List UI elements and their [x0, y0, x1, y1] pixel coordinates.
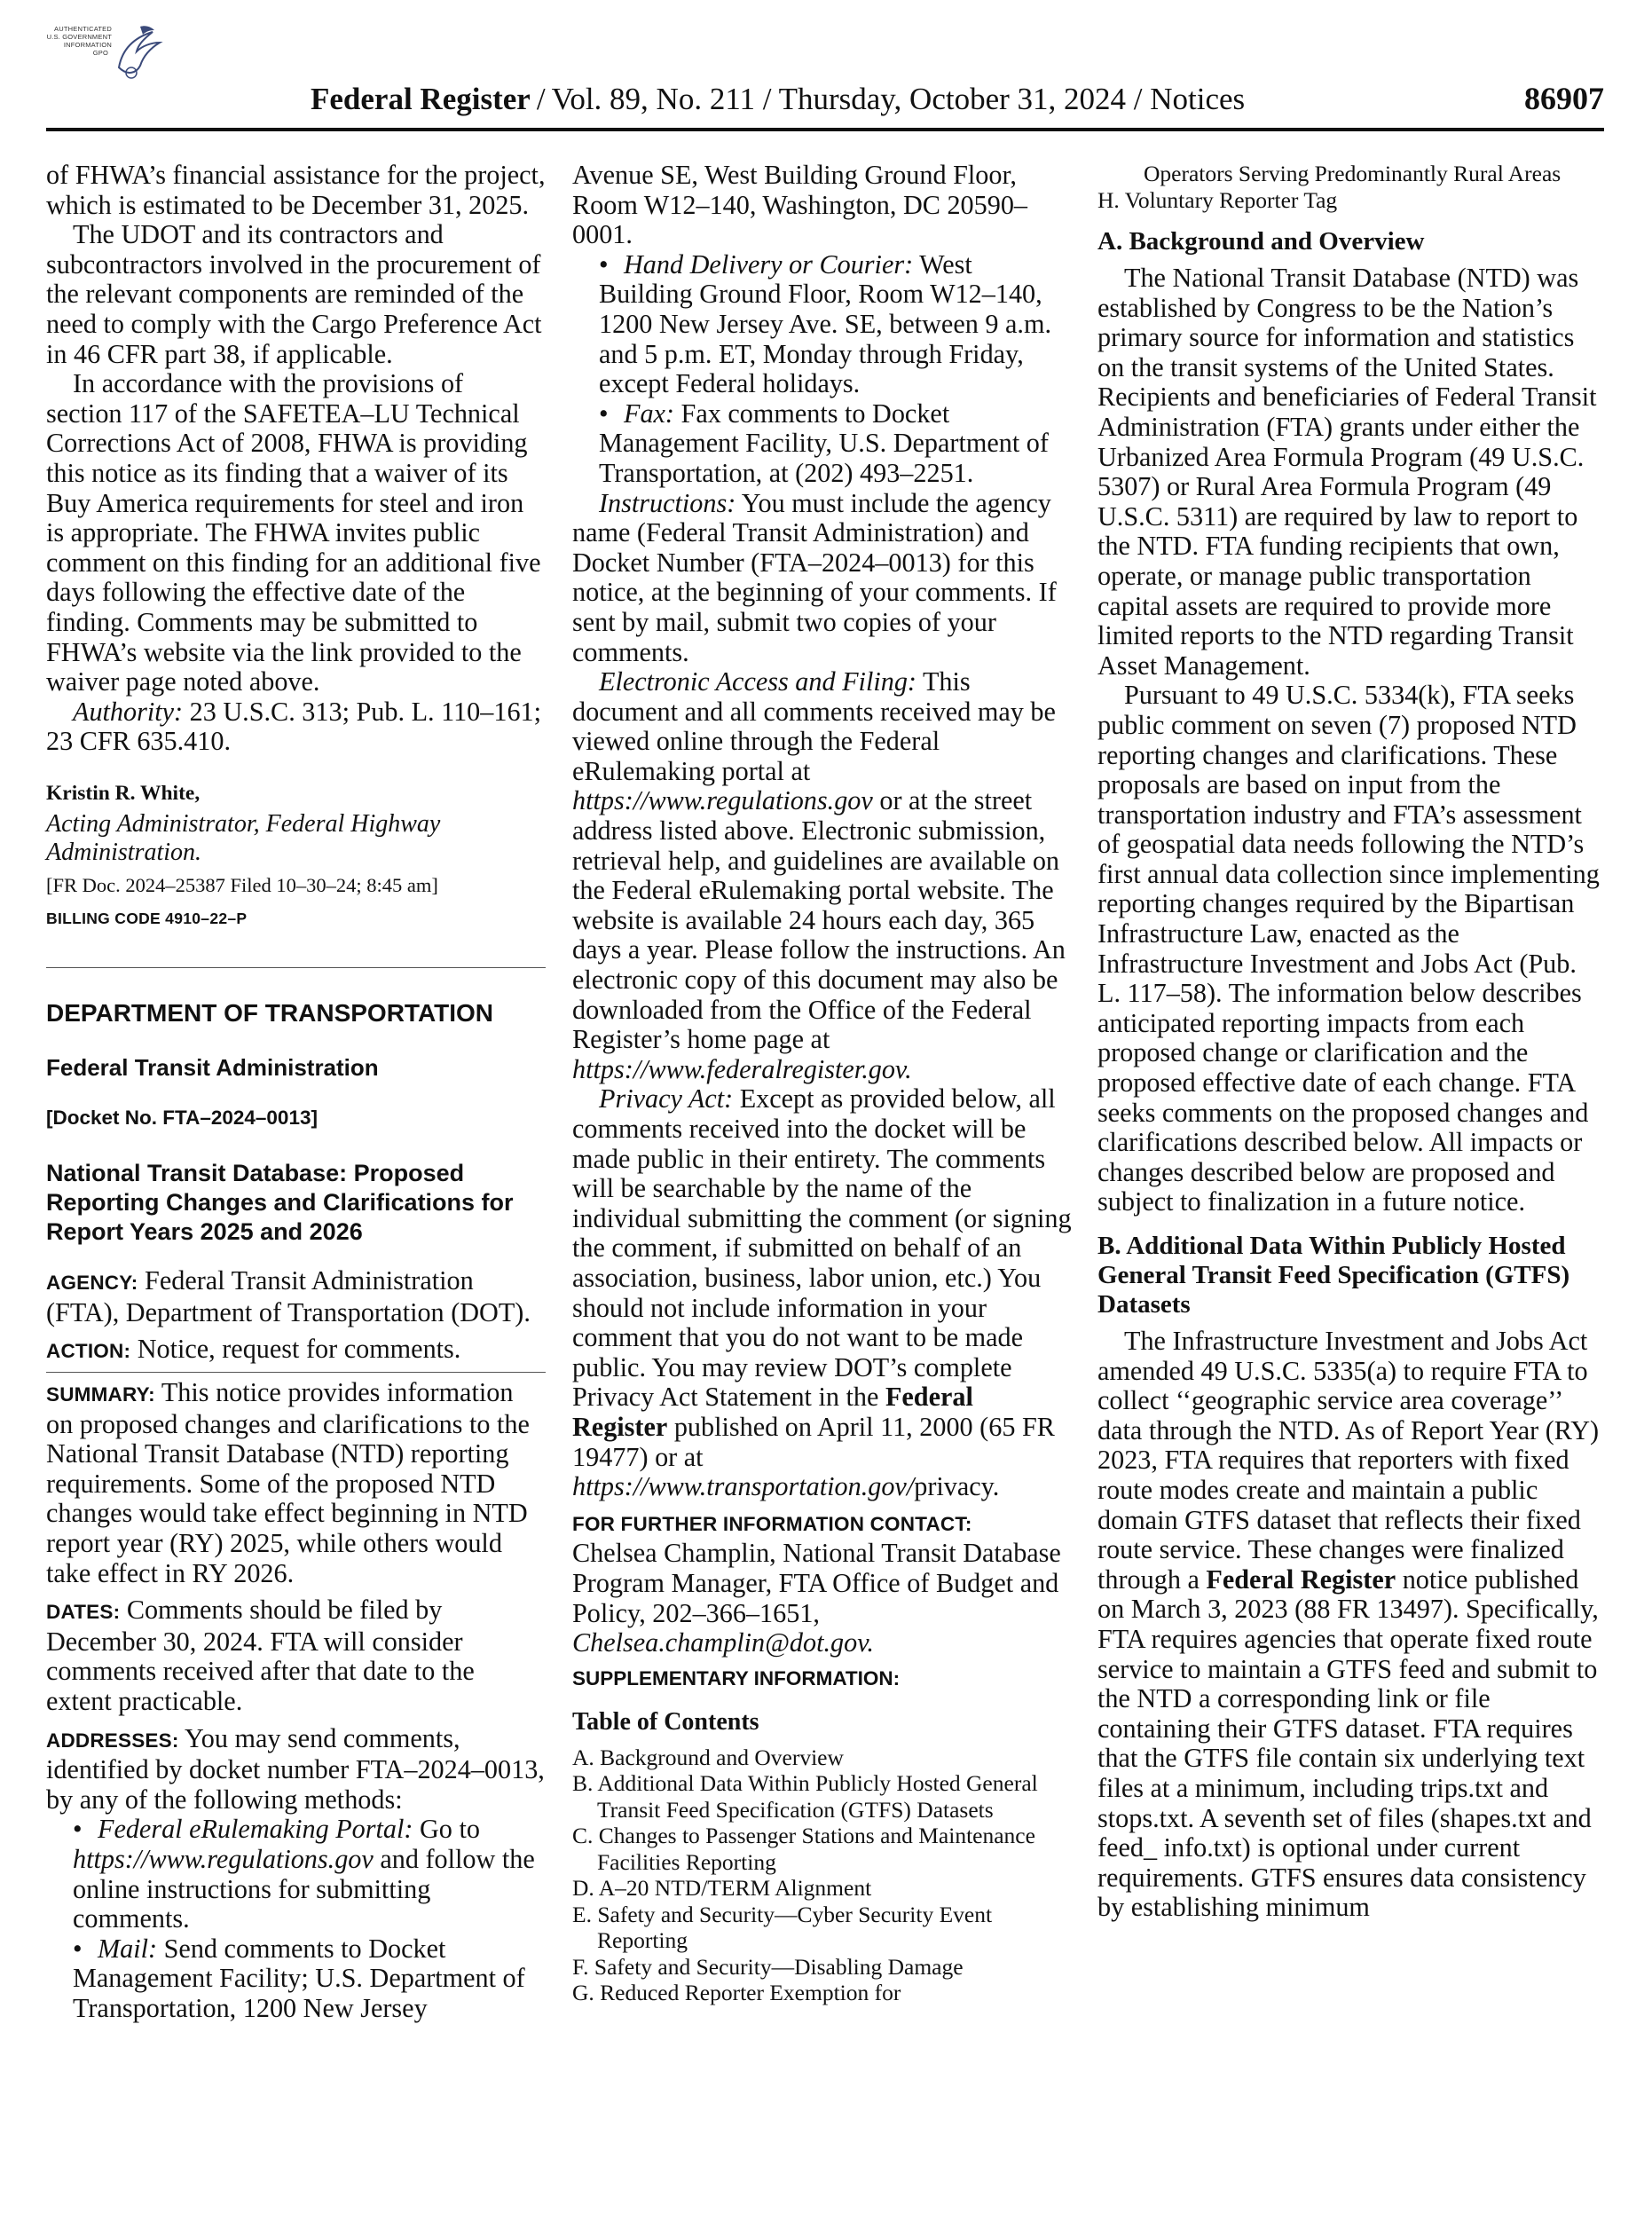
instructions-label: Instructions:: [599, 487, 736, 518]
privacy-text: published on April 11, 2000 (65 FR 19477) or at: [572, 1411, 1055, 1472]
dates-text: Comments should be filed by December 30, 2024. FTA will consider comments received after that date to the extent practicable.: [46, 1595, 475, 1716]
privacy-paragraph: [572, 1084, 1072, 1501]
section-divider: [46, 967, 546, 968]
column-3: [1097, 161, 1604, 1923]
bullet-text: Fax comments to Docket Management Facility, U.S. Department of Transportation, at (202) 493–2251.: [599, 398, 1049, 488]
dates-paragraph: [46, 1595, 546, 1716]
bullet-text: Send comments to Docket Management Facility; U.S. Department of Transportation, 1200 New Jersey: [73, 1933, 525, 2023]
summary-text: This notice provides information on proposed changes and clarifications to the National Transit Database (NTD) reporting requirements. Some of the proposed NTD changes would take effect beginning in NTD report year (RY) 2025, while others would take effect in RY 2026.: [46, 1377, 530, 1588]
toc-item: B. Additional Data Within Publicly Hosted General Transit Feed Specification (GTFS) Datasets: [572, 1770, 1038, 1823]
billing-code: BILLING CODE 4910–22–P: [46, 909, 248, 927]
toc-item: F. Safety and Security—Disabling Damage: [572, 1953, 964, 1980]
signer-title: Acting Administrator, Federal Highway Administration.: [46, 809, 441, 866]
bullet-icon: •: [599, 398, 609, 429]
bullet-item: [572, 399, 1072, 489]
bullet-item: [46, 1815, 546, 1934]
toc-title: Table of Contents: [572, 1708, 759, 1737]
bullet-label: Hand Delivery or Courier:: [624, 248, 914, 280]
privacy-text: Except as provided below, all comments received into the docket will be made public in their entirety. The comments will be searchable by the name of the individual submitting the comment (or signing the comment, if submitted on behalf of an association, business, labor union, etc.) You should not include information in your comment that you do not want to be made public. You may review DOT’s complete Privacy Act Statement in the: [572, 1083, 1072, 1413]
agency-label: AGENCY:: [46, 1272, 138, 1295]
paragraph: The National Transit Database (NTD) was established by Congress to be the Nation’s primary source for information and statistics on the transit systems of the United States. Recipients and beneficiaries of Federal Transit Administration (FTA) grants under either the Urbanized Area Formula Program (49 U.S.C. 5307) or Rural Area Formula Program (49 U.S.C. 5311) are required by law to report to the NTD. FTA funding recipients that own, operate, or manage public transportation capital assets are required to provide more limited reports to the NTD regarding Transit Asset Management.: [1097, 263, 1597, 681]
toc-item: D. A–20 NTD/TERM Alignment: [572, 1875, 872, 1902]
instructions-text: You must include the agency name (Federal Transit Administration) and Docket Number (FTA–2024–0013) for this notice, at the beginning of your comments. If sent by mail, submit two copies of your comments.: [572, 487, 1057, 667]
agency-paragraph: [46, 1266, 546, 1327]
paragraph-text: The Infrastructure Investment and Jobs Act amended 49 U.S.C. 5335(a) to require FTA to collect ‘‘geographic service area coverage’’ data through the NTD. As of Report Year (RY) 2023, FTA requires that reporters with fixed route modes create and maintain a public domain GTFS dataset that reflects their fixed route service. These changes were finalized through a: [1097, 1326, 1600, 1595]
bullet-icon: •: [599, 248, 609, 280]
electronic-access-label: Electronic Access and Filing:: [599, 666, 916, 697]
contact-paragraph: [572, 1539, 1072, 1658]
bullet-icon: •: [73, 1933, 83, 1964]
department-heading: DEPARTMENT OF TRANSPORTATION: [46, 999, 493, 1028]
agency-text: Federal Transit Administration (FTA), Department of Transportation (DOT).: [46, 1265, 531, 1327]
header-rule: [46, 128, 1604, 131]
column-1: [46, 161, 546, 2024]
summary-paragraph: [46, 1378, 546, 1588]
seal-line-2: U.S. GOVERNMENT: [46, 33, 112, 41]
toc-item: G. Reduced Reporter Exemption for: [572, 1980, 901, 2006]
regulations-link[interactable]: https://www.regulations.gov: [572, 785, 873, 816]
seal-line-1: AUTHENTICATED: [54, 25, 112, 33]
column-2: [572, 161, 1072, 2006]
contact-text: Chelsea Champlin, National Transit Database Program Manager, FTA Office of Budget and Policy, 202–366–1651,: [572, 1538, 1061, 1628]
addresses-paragraph: [46, 1724, 546, 1815]
bullet-text: and follow the online instructions for submitting comments.: [73, 1843, 535, 1934]
seal-text: [35, 25, 112, 57]
bullet-text: West Building Ground Floor, Room W12–140, 1200 New Jersey Ave. SE, between 9 a.m. and 5 p.m. ET, Monday through Friday, except Federal holidays.: [599, 248, 1051, 399]
toc-item: C. Changes to Passenger Stations and Maintenance Facilities Reporting: [572, 1823, 1035, 1875]
paragraph: The UDOT and its contractors and subcontractors involved in the procurement of the relevant components are reminded of the need to comply with the Cargo Preference Act in 46 CFR part 38, if applicable.: [46, 219, 542, 369]
contact-label: FOR FURTHER INFORMATION CONTACT:: [572, 1512, 972, 1535]
electronic-access-text: This document and all comments received may be viewed online through the Federal eRulemaking portal at: [572, 666, 1056, 786]
header-publication: Federal Register: [311, 82, 531, 116]
toc-list: [572, 1745, 1072, 2006]
contact-email-link[interactable]: Chelsea.champlin@dot.gov.: [572, 1627, 874, 1658]
signer-name: Kristin R. White,: [46, 781, 201, 805]
authority-label: Authority:: [73, 696, 184, 727]
paragraph-bold: Federal Register: [1206, 1563, 1396, 1595]
header-details: Vol. 89, No. 211 / Thursday, October 31, 2024 / Notices: [551, 82, 1246, 116]
instructions-paragraph: [572, 489, 1072, 668]
bullet-label: Federal eRulemaking Portal:: [98, 1814, 413, 1845]
toc-item: H. Voluntary Reporter Tag: [1097, 186, 1338, 213]
privacy-bold: Federal Register: [572, 1382, 973, 1442]
running-header: [46, 78, 1604, 122]
addresses-label: ADDRESSES:: [46, 1729, 179, 1752]
gpo-authentication-seal: [35, 20, 169, 87]
electronic-access-paragraph: [572, 667, 1072, 1084]
authority-text: 23 U.S.C. 313; Pub. L. 110–161; 23 CFR 635.410.: [46, 696, 542, 757]
header-citation: Federal Register / Vol. 89, No. 211 / Thursday, October 31, 2024 / Notices: [311, 82, 1246, 116]
paragraph: [1097, 1327, 1604, 1923]
privacy-label: Privacy Act:: [599, 1083, 734, 1114]
seal-line-4: GPO: [92, 49, 108, 57]
paragraph: In accordance with the provisions of section 117 of the SAFETEA–LU Technical Corrections Act of 2008, FHWA is providing this notice as its finding that a waiver of its Buy America requirements for steel and iron is appropriate. The FHWA invites public comment on this finding for an additional five days following the effective date of the finding. Comments may be submitted to FHWA’s website via the link provided to the waiver page noted above.: [46, 368, 541, 697]
paragraph-text: notice published on March 3, 2023 (88 FR 13497). Specifically, FTA requires agencies that operate fixed route service to maintain a GTFS feed and submit to the NTD a corresponding link or file containing their GTFS dataset. FTA requires that the GTFS file contain six underlying text files at a minimum, including trips.txt and stops.txt. A seventh set of files (shapes.txt and feed_ info.txt) is optional under current requirements. GTFS ensures data consistency by establishing minimum: [1097, 1563, 1599, 1923]
privacy-tail: privacy.: [914, 1471, 1000, 1502]
action-label: ACTION:: [46, 1340, 131, 1363]
page-number: 86907: [1524, 81, 1604, 116]
action-paragraph: [46, 1335, 546, 1367]
agency-heading: Federal Transit Administration: [46, 1054, 379, 1082]
fr-doc-line: [FR Doc. 2024–25387 Filed 10–30–24; 8:45 am]: [46, 873, 438, 896]
regulations-link[interactable]: https://www.regulations.gov: [73, 1843, 374, 1874]
section-divider: [46, 1372, 546, 1373]
bullet-icon: •: [73, 1814, 83, 1845]
paragraph: of FHWA’s financial assistance for the project, which is estimated to be December 31, 2025.: [46, 160, 546, 220]
toc-item-continued: Operators Serving Predominantly Rural Areas: [1144, 161, 1562, 186]
toc-item: A. Background and Overview: [572, 1744, 844, 1770]
section-heading-a: A. Background and Overview: [1097, 227, 1425, 256]
dates-label: DATES:: [46, 1601, 121, 1624]
authority-paragraph: [46, 697, 546, 757]
notice-title: National Transit Database: Proposed Reporting Changes and Clarifications for Report Years 2025 and 2026: [46, 1160, 514, 1246]
section-heading-b: B. Additional Data Within Publicly Hosted General Transit Feed Specification (GTFS) Datasets: [1097, 1232, 1570, 1319]
action-text: Notice, request for comments.: [137, 1334, 461, 1365]
supplementary-label: SUPPLEMENTARY INFORMATION:: [572, 1666, 901, 1689]
transportation-link[interactable]: https://www.transportation.gov/: [572, 1471, 915, 1502]
paragraph: Avenue SE, West Building Ground Floor, Room W12–140, Washington, DC 20590–0001.: [572, 160, 1028, 250]
bullet-label: Mail:: [98, 1933, 158, 1964]
docket-number: [Docket No. FTA–2024–0013]: [46, 1106, 318, 1129]
eagle-seal-icon: [114, 21, 165, 83]
bullet-item: [572, 250, 1072, 399]
seal-line-3: INFORMATION: [63, 41, 112, 49]
bullet-item: [46, 1934, 546, 2024]
toc-item: E. Safety and Security—Cyber Security Event Reporting: [572, 1901, 993, 1954]
federalregister-link[interactable]: https://www.federalregister.gov.: [572, 1053, 912, 1084]
electronic-access-text: or at the street address listed above. Electronic submission, retrieval help, and guidelines are available on the Federal eRulemaking portal website. The website is available 24 hours each day, 365 days a year. Please follow the instructions. An electronic copy of this document may also be downloaded from the Office of the Federal Register’s home page at: [572, 785, 1066, 1055]
paragraph: Pursuant to 49 U.S.C. 5334(k), FTA seeks public comment on seven (7) proposed NTD reporting changes and clarifications. These proposals are based on input from the transportation industry and FTA’s assessment of geospatial data needs following the NTD’s first annual data collection since implementing reporting changes required by the Bipartisan Infrastructure Law, enacted as the Infrastructure Investment and Jobs Act (Pub. L. 117–58). The information below describes anticipated reporting impacts from each proposed change or clarification and the proposed effective date of each change. FTA seeks comments on the proposed changes and clarifications described below. All impacts or changes described below are proposed and subject to finalization in a future notice.: [1097, 680, 1600, 1217]
addresses-text: You may send comments, identified by docket number FTA–2024–0013, by any of the following methods:: [46, 1722, 545, 1815]
summary-label: SUMMARY:: [46, 1383, 155, 1406]
bullet-label: Fax:: [624, 398, 674, 429]
bullet-text: Go to: [420, 1814, 480, 1845]
